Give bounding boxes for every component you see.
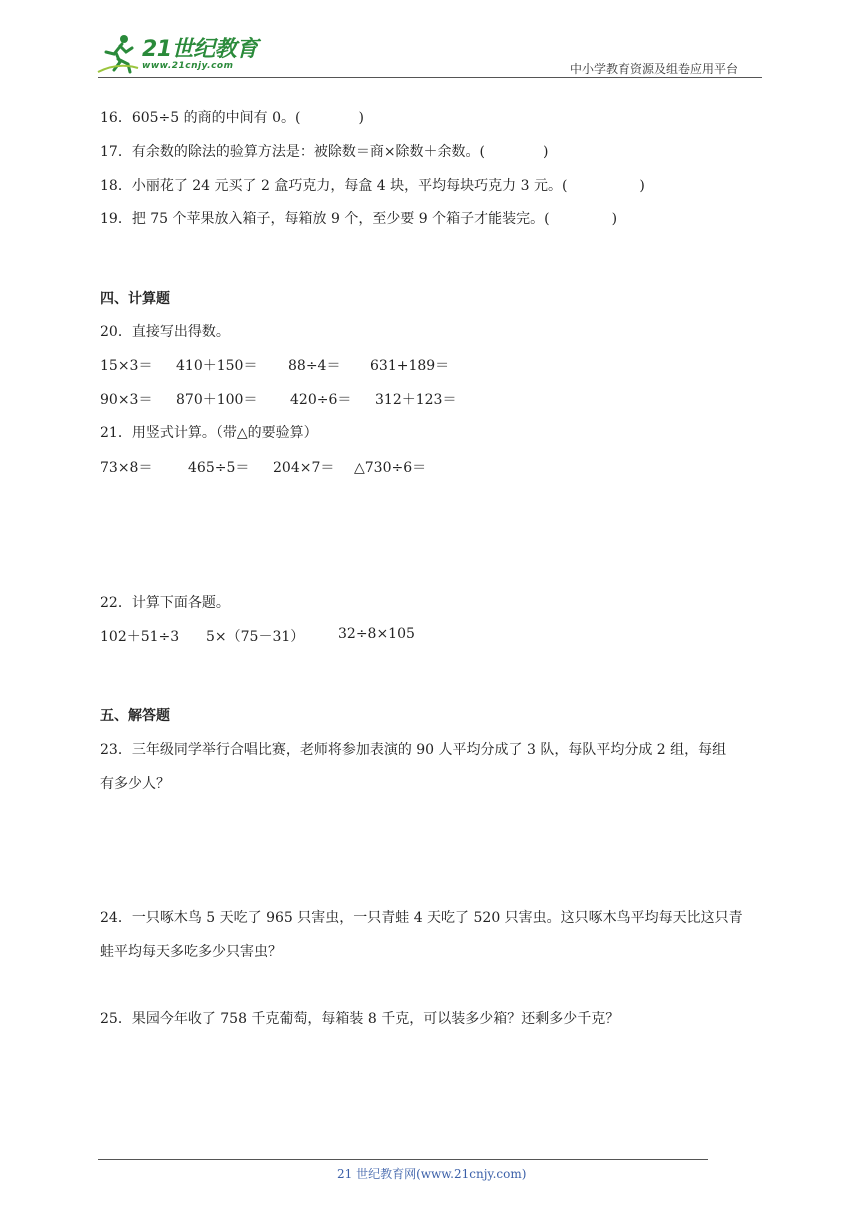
calc-item: 870＋100＝ — [176, 392, 258, 408]
logo-url: www.21cnjy.com — [142, 61, 234, 71]
footer-text: 21 世纪教育网(www.21cnjy.com) — [337, 1167, 527, 1181]
question-21: 21．用竖式计算。（带△的要验算） — [100, 425, 318, 441]
question-18: 18．小丽花了 24 元买了 2 盒巧克力，每盒 4 块，平均每块巧克力 3 元。( ) — [100, 178, 645, 194]
question-17: 17．有余数的除法的验算方法是：被除数＝商×除数＋余数。( ) — [100, 144, 549, 160]
calc-item: 204×7＝ — [273, 460, 335, 476]
calc-item: 420÷6＝ — [290, 392, 352, 408]
calc-item: 465÷5＝ — [188, 460, 250, 476]
calc-item: 410＋150＝ — [176, 358, 258, 374]
calc-item: 32÷8×105 — [338, 626, 415, 642]
logo-text: 21世纪教育 — [142, 37, 258, 62]
calc-item: 88÷4＝ — [288, 358, 341, 374]
section-title-word-problems: 五、解答题 — [100, 708, 170, 724]
runner-icon — [96, 32, 140, 76]
question-23-line2: 有多少人？ — [100, 776, 170, 792]
calc-item: 102＋51÷3 — [100, 629, 180, 645]
question-25: 25．果园今年收了 758 千克葡萄，每箱装 8 千克，可以装多少箱？还剩多少千克？ — [100, 1011, 620, 1027]
question-24-line1: 24．一只啄木鸟 5 天吃了 965 只害虫，一只青蛙 4 天吃了 520 只害虫。这只啄木鸟平均每天比这只青 — [100, 910, 743, 926]
question-23-line1: 23．三年级同学举行合唱比赛，老师将参加表演的 90 人平均分成了 3 队，每队平均分成 2 组，每组 — [100, 742, 727, 758]
site-logo — [96, 30, 266, 76]
header-platform-text: 中小学教育资源及组卷应用平台 — [570, 62, 739, 76]
header-divider — [98, 77, 762, 78]
calc-item: 631+189＝ — [370, 358, 450, 374]
calc-item: 15×3＝ — [100, 358, 153, 374]
question-22: 22．计算下面各题。 — [100, 595, 230, 611]
calc-item: 312＋123＝ — [375, 392, 457, 408]
question-24-line2: 蛙平均每天多吃多少只害虫？ — [100, 944, 282, 960]
calc-item: △730÷6＝ — [354, 460, 427, 476]
calc-item: 73×8＝ — [100, 460, 153, 476]
section-title-calculation: 四、计算题 — [100, 291, 170, 307]
question-16: 16．605÷5 的商的中间有 0。( ) — [100, 110, 364, 126]
calc-item: 90×3＝ — [100, 392, 153, 408]
question-20: 20．直接写出得数。 — [100, 324, 230, 340]
question-19: 19．把 75 个苹果放入箱子，每箱放 9 个，至少要 9 个箱子才能装完。( ) — [100, 211, 618, 227]
footer-divider — [98, 1159, 708, 1160]
calc-item: 5×（75－31） — [206, 629, 305, 645]
